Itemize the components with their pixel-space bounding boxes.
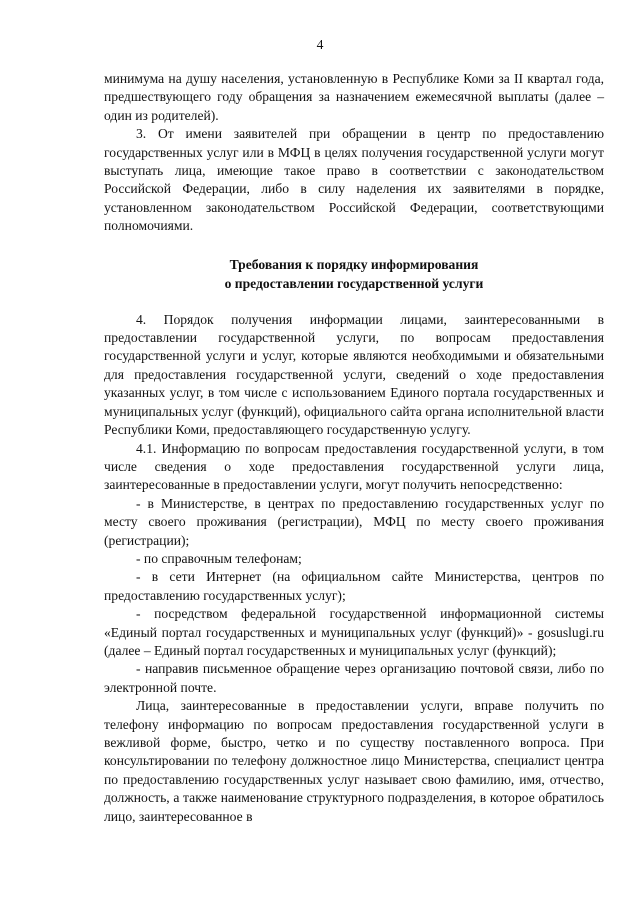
paragraph-phone-consultation: Лица, заинтересованные в предоставлении услуги, вправе получить по телефону информацию по вопросам предоставления государственной услуги в вежливой форме, быстро, четко и по существу поставленного вопроса. При консультировании по телефону должностное лицо Министерства, специалист центра по предоставлению государственных услуг называет свою фамилию, имя, отчество, должность, а также наименование структурного подразделения, в которое обратилось лицо, заинтересованное в xyxy=(104,698,604,824)
section-heading-line-1: Требования к порядку информирования xyxy=(229,256,479,272)
paragraph-item-3: 3. От имени заявителей при обращении в центр по предоставлению государственных услуг или в МФЦ в целях получения государственной услуги могут выступать лица, имеющие такое право в соответствии с законодательством Российской Федерации, либо в силу наделения их заявителями в порядке, установленном законодательством Российской Федерации, соответствующими полномочиями. xyxy=(104,126,604,234)
list-item-ministry: - в Министерстве, в центрах по предоставлению государственных услуг по месту своего проживания (регистрации), МФЦ по месту своего проживания (регистрации); xyxy=(104,495,604,548)
paragraph-continuation: минимума на душу населения, установленную в Республике Коми за II квартал года, предшествующего году обращения за назначением ежемесячной выплаты (далее – один из родителей). xyxy=(104,71,604,123)
paragraph-item-4: 4. Порядок получения информации лицами, заинтересованными в предоставлении государственной услуги, по вопросам предоставления государственной услуги и услуг, которые являются необходимыми и обязательными для предоставления государственной услуги, сведений о ходе предоставления указанных услуг, в том числе с использованием Единого портала государственных и муниципальных услуг (функций), официального сайта органа исполнительной власти Республики Коми, предоставляющего государственную услугу. xyxy=(104,311,604,438)
document-body xyxy=(104,70,604,826)
list-item-portal: - посредством федеральной государственной информационной системы «Единый портал государственных и муниципальных услуг (функций)» - gosuslugi.ru (далее – Единый портал государственных и муниципальных услуг (функций); xyxy=(104,606,604,658)
list-item-internet: - в сети Интернет (на официальном сайте Министерства, центров по предоставлению государственных услуг); xyxy=(104,569,604,603)
list-item-mail: - направив письменное обращение через организацию почтовой связи, либо по электронной почте. xyxy=(104,661,604,695)
list-item-phones: - по справочным телефонам; xyxy=(136,550,302,566)
paragraph-item-4-1: 4.1. Информацию по вопросам предоставления государственной услуги, в том числе сведения о ходе предоставления государственной услуги лица, заинтересованные в предоставлении услуги, могут получить непосредственно: xyxy=(104,440,604,493)
page-number: 4 xyxy=(316,37,324,52)
section-heading xyxy=(104,255,604,293)
section-heading-line-2: о предоставлении государственной услуги xyxy=(224,275,484,291)
